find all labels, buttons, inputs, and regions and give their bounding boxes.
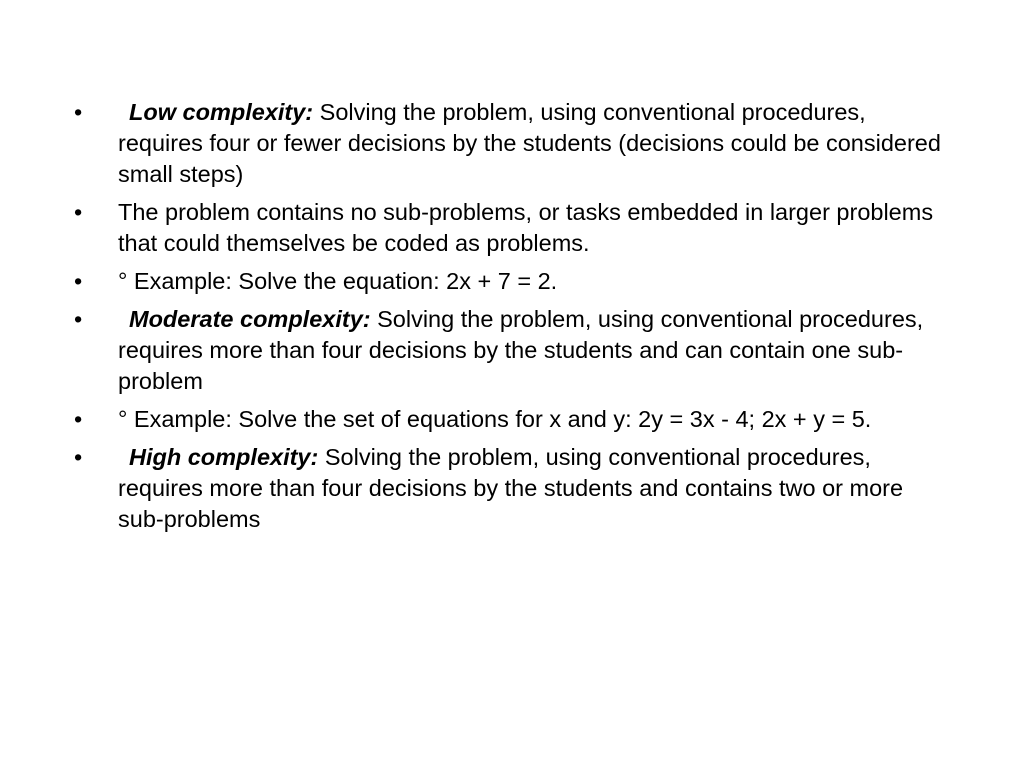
bullet-marker: • <box>74 406 83 432</box>
bullet-example-equations-set <box>74 404 944 435</box>
bullet-sub-problems <box>74 197 944 259</box>
bullet-marker: • <box>74 444 83 470</box>
bullet-marker: • <box>74 268 83 294</box>
term-high-complexity: High complexity: <box>129 444 319 470</box>
bullet-marker: • <box>74 199 83 225</box>
bullet-low-complexity <box>74 97 944 190</box>
bullet-example-equation <box>74 266 944 297</box>
bullet-marker: • <box>74 99 83 125</box>
bullet-marker: • <box>74 306 83 332</box>
text-high-complexity: Solving the problem, using conventional procedures, requires more than four decisions by the students and contains two or more sub-problems <box>118 444 904 532</box>
text-sub-problems: The problem contains no sub-problems, or tasks embedded in larger problems that could themselves be coded as problems. <box>118 199 934 256</box>
text-example-equations-set: ° Example: Solve the set of equations for x and y: 2y = 3x - 4; 2x + y = 5. <box>118 406 872 432</box>
bullet-moderate-complexity <box>74 304 944 397</box>
text-low-complexity: Solving the problem, using conventional procedures, requires four or fewer decisions by the students (decisions could be considered small steps) <box>118 99 941 187</box>
term-moderate-complexity: Moderate complexity: <box>129 306 371 332</box>
bullet-list <box>74 97 944 542</box>
text-moderate-complexity: Solving the problem, using conventional procedures, requires more than four decisions by the students and can contain one sub-problem <box>118 306 924 394</box>
term-low-complexity: Low complexity: <box>129 99 314 125</box>
text-example-equation: ° Example: Solve the equation: 2x + 7 = 2. <box>118 268 558 294</box>
bullet-high-complexity <box>74 442 944 535</box>
